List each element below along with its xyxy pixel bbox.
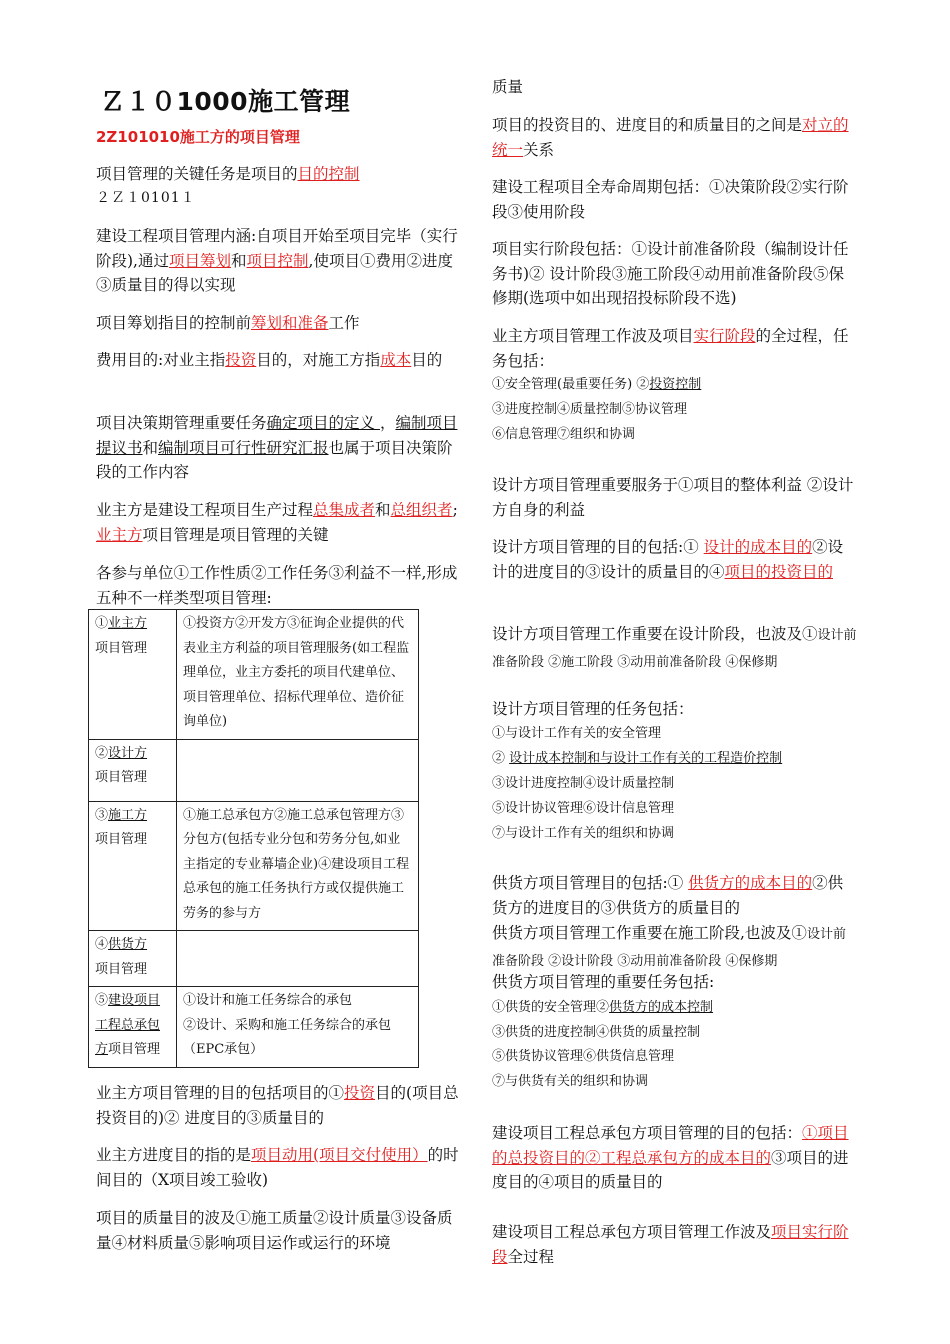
paragraph-participants: 各参与单位①工作性质②工作任务③利益不一样,形成五种不一样类型项目管理:: [96, 564, 458, 607]
paragraph-decision-phase: 项目决策期管理重要任务确定项目的定义 ，编制项目提议书和编制项目可行性研究汇报也属于项目决策阶段的工作内容: [96, 414, 458, 481]
paragraph-implementation: 项目实行阶段包括：①设计前准备阶段（编制设计任务书)② 设计阶段③施工阶段④动用前准备阶段⑤保修期(选项中如出现招投标阶段不选): [492, 240, 849, 307]
paragraph-key-task: 项目管理的关键任务是项目的目的控制: [96, 165, 360, 183]
section-heading: 2Z101010施工方的项目管理: [96, 128, 300, 146]
section-code: ２Ｚ１0101１: [96, 190, 196, 206]
table-row: ①业主方 项目管理 ①投资方②开发方③征询企业提供的代表业主方利益的项目管理服务(如工程监理单位，业主方委托的项目代建单位、项目管理单位、招标代理单位、造价征询单位): [89, 610, 419, 740]
table-cell: ①设计和施工任务综合的承包 ②设计、采购和施工任务综合的承包（EPC承包）: [177, 987, 419, 1068]
list-item: ⑤供货协议管理⑥供货信息管理: [492, 1049, 675, 1064]
list-item: ①与设计工作有关的安全管理: [492, 726, 662, 741]
paragraph-designer-goals: 设计方项目管理的目的包括:① 设计的成本目的②设计的进度目的③设计的质量目的④项目的投资目的: [492, 538, 844, 581]
table-row: ③施工方 项目管理 ①施工总承包方②施工总承包管理方③分包方(包括专业分包和劳务分包,如业主指定的专业幕墙企业)④建设项目工程总承包的施工任务执行方或仅提供施工劳务的参与方: [89, 801, 419, 931]
paragraph-planning: 项目筹划指目的控制前筹划和准备工作: [96, 314, 360, 332]
list-item: ⑦与设计工作有关的组织和协调: [492, 826, 675, 841]
table-cell: [177, 739, 419, 801]
paragraph-quality-goals: 项目的质量目的波及①施工质量②设计质量③设备质量④材料质量⑤影响项目运作或运行的环境: [96, 1209, 453, 1252]
document-title: Ｚ１０1000施工管理: [100, 87, 351, 116]
table-cell: ①施工总承包方②施工总承包管理方③分包方(包括专业分包和劳务分包,如业主指定的专业幕墙企业)④建设项目工程总承包的施工任务执行方或仅提供施工劳务的参与方: [177, 801, 419, 931]
paragraph-supplier-tasks: 供货方项目管理的重要任务包括:: [492, 973, 715, 991]
paragraph-owner: 业主方是建设工程项目生产过程总集成者和总组织者;业主方项目管理是项目管理的关键: [96, 501, 458, 544]
table-cell: ①投资方②开发方③征询企业提供的代表业主方利益的项目管理服务(如工程监理单位，业主方委托的项目代建单位、项目管理单位、招标代理单位、造价征询单位): [177, 610, 419, 740]
list-item: ①安全管理(最重要任务) ②投资控制: [492, 377, 702, 392]
paragraph-designer-phases: 设计方项目管理工作重要在设计阶段，也波及①设计前准备阶段 ②施工阶段 ③动用前准备阶段 ④保修期: [492, 625, 857, 670]
paragraph-epc-goals: 建设项目工程总承包方项目管理的目的包括：①项目的总投资目的②工程总承包方的成本目的③项目的进度目的④项目的质量目的: [492, 1124, 849, 1191]
paragraph-designer-service: 设计方项目管理重要服务于①项目的整体利益 ②设计方自身的利益: [492, 476, 854, 519]
paragraph-owner-schedule: 业主方进度目的指的是项目动用(项目交付使用）的时间目的（X项目竣工验收): [96, 1146, 459, 1189]
paragraph-designer-tasks: 设计方项目管理的任务包括：: [492, 700, 694, 718]
table-row: ②设计方 项目管理: [89, 739, 419, 801]
paragraph-cost-target: 费用目的:对业主指投资目的，对施工方指成本目的: [96, 351, 443, 369]
paragraph-continued: 质量: [492, 78, 524, 96]
paragraph-epc-scope: 建设项目工程总承包方项目管理工作波及项目实行阶段全过程: [492, 1223, 849, 1266]
list-item: ③供货的进度控制④供货的质量控制: [492, 1025, 701, 1040]
list-item: ⑥信息管理⑦组织和协调: [492, 427, 636, 442]
list-item: ③进度控制④质量控制⑤协议管理: [492, 402, 688, 417]
paragraph-owner-tasks: 业主方项目管理工作波及项目实行阶段的全过程，任务包括：: [492, 327, 849, 370]
list-item: ⑤设计协议管理⑥设计信息管理: [492, 801, 675, 816]
table-cell: [177, 931, 419, 987]
paragraph-goal-relation: 项目的投资目的、进度目的和质量目的之间是对立的统一关系: [492, 116, 849, 159]
list-item: ③设计进度控制④设计质量控制: [492, 776, 675, 791]
table-row: ④供货方 项目管理: [89, 931, 419, 987]
paragraph-owner-goals: 业主方项目管理的目的包括项目的①投资目的(项目总投资目的)② 进度目的③质量目的: [96, 1084, 459, 1127]
paragraph-connotation: 建设工程项目管理内涵:自项目开始至项目完毕（实行阶段),通过项目筹划和项目控制,使项目①费用②进度③质量目的得以实现: [96, 227, 458, 294]
paragraph-supplier-goals: 供货方项目管理目的包括:① 供货方的成本目的②供货方的进度目的③供货方的质量目的: [492, 874, 844, 917]
list-item: ⑦与供货有关的组织和协调: [492, 1074, 649, 1089]
list-item: ② 设计成本控制和与设计工作有关的工程造价控制: [492, 751, 783, 766]
management-types-table: [88, 609, 419, 1068]
list-item: ①供货的安全管理②供货方的成本控制: [492, 1000, 714, 1015]
table-row: ⑤建设项目工程总承包方项目管理 ①设计和施工任务综合的承包 ②设计、采购和施工任务综合的承包（EPC承包）: [89, 987, 419, 1068]
paragraph-supplier-phases: 供货方项目管理工作重要在施工阶段,也波及①设计前准备阶段 ②设计阶段 ③动用前准备阶段 ④保修期: [492, 924, 846, 969]
paragraph-lifecycle: 建设工程项目全寿命周期包括：①决策阶段②实行阶段③使用阶段: [492, 178, 849, 221]
